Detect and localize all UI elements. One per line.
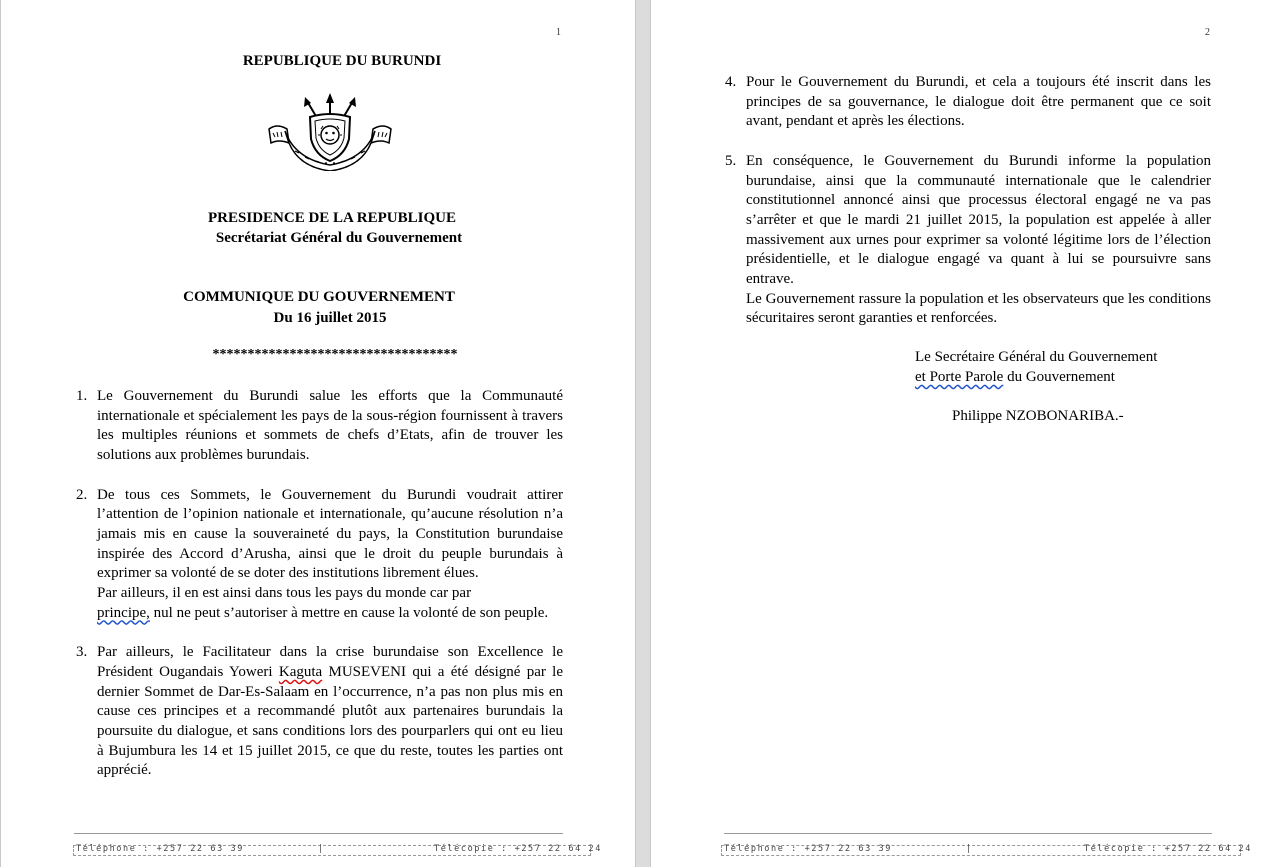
item-number: 5.	[725, 152, 737, 169]
footer-fax: Télécopie : +257 22 64 24	[434, 844, 602, 854]
numbered-list	[725, 73, 1211, 349]
numbered-list	[76, 387, 563, 801]
item-text: En conséquence, le Gouvernement du Burundi informe la population burundaise, ainsi que la communauté internationale que le calendrier constitutionnel annoncé ainsi que processus électoral engagé ne va pas s’arrêter et que le mardi 21 juillet 2015, la population est appelée à aller massivement aux urnes pour exprimer sa volonté légitime lors de l’élection présidentielle, et le dialogue engagé va quant à lui se poursuivre sans entrave.	[746, 152, 1211, 288]
footer-separator: |	[318, 844, 325, 854]
communique-title: COMMUNIQUE DU GOUVERNEMENT	[183, 289, 455, 305]
footer-divider	[74, 833, 563, 834]
grammar-flag: principe,	[97, 604, 150, 621]
footer-fax: Télécopie : +257 22 64 24	[1084, 844, 1252, 854]
spellcheck-flag: Kaguta	[278, 663, 323, 680]
item-text: Pour le Gouvernement du Burundi, et cela a toujours été inscrit dans les principes de sa gouvernance, le dialogue doit être permanent que ce soit avant, pendant et après les élections.	[746, 74, 1211, 130]
signature-title-line1: Le Secrétaire Général du Gouvernement	[915, 349, 1158, 365]
item-text-continued: Le Gouvernement rassure la population et les observateurs que les conditions sécuritaires seront garanties et renforcées.	[746, 290, 1211, 327]
item-text-continued: Par ailleurs, il en est ainsi dans tous les pays du monde car par principe, nul ne peut s’autoriser à mettre en cause la volonté de son peuple.	[97, 585, 549, 621]
signature-name: Philippe NZOBONARIBA.-	[952, 408, 1124, 424]
item-number: 4.	[725, 74, 737, 90]
presidence-heading: PRESIDENCE DE LA REPUBLIQUE	[208, 210, 456, 226]
burundi-coat-of-arms-emblem	[265, 93, 395, 171]
separator-asterisks: ***********************************	[212, 347, 458, 362]
signature-title-line2: et Porte Parole du Gouvernement	[915, 369, 1115, 385]
page-number: 2	[1205, 27, 1210, 38]
communique-date: Du 16 juillet 2015	[273, 310, 387, 326]
item-number: 2.	[76, 486, 88, 503]
document-page-1[interactable]	[0, 0, 636, 867]
footer-contact	[721, 844, 1252, 856]
footer-phone: Téléphone : +257 22 63 39	[724, 844, 892, 854]
document-page-2[interactable]	[650, 0, 1287, 867]
footer-phone: Téléphone : +257 22 63 39	[76, 844, 244, 854]
item-number: 3.	[76, 644, 88, 661]
item-number: 1.	[76, 388, 88, 404]
list-item	[76, 643, 563, 781]
footer-divider	[724, 833, 1212, 834]
page-number: 1	[556, 27, 561, 38]
grammar-flag: et Porte Parole	[915, 369, 1004, 385]
republic-heading: REPUBLIQUE DU BURUNDI	[242, 53, 442, 69]
secretariat-heading: Secrétariat Général du Gouvernement	[215, 230, 463, 246]
item-text: De tous ces Sommets, le Gouvernement du Burundi voudrait attirer l’attention de l’opinion nationale et internationale, qu’aucune résolution n’a jamais mis en cause la souveraineté du pays, la Constitution burundaise inspirée des Accord d’Arusha, ainsi que le droit du peuple burundais à exprimer sa volonté de se doter des institutions librement élues.	[97, 486, 563, 582]
list-item	[725, 152, 1211, 329]
list-item	[76, 387, 563, 466]
footer-separator: |	[966, 844, 973, 854]
list-item	[76, 486, 563, 624]
list-item	[725, 73, 1211, 132]
item-text: Par ailleurs, le Facilitateur dans la crise burundaise son Excellence le Président Ougandais Yoweri Kaguta MUSEVENI qui a été désigné par le dernier Sommet de Dar-Es-Salaam en l’occurrence, n’a pas non plus mis en cause ces principes et a recommandé plutôt aux partenaires burundais la poursuite du dialogue, et sans conditions lors des pourparlers qui ont eu lieu à Bujumbura les 14 et 15 juillet 2015, ce que du reste, toutes les parties ont apprécié.	[97, 644, 564, 779]
item-text: Le Gouvernement du Burundi salue les efforts que la Communauté internationale et spécialement les pays de la sous-région fournissent à travers les multiples réunions et sommets de chefs d’Etats, afin de trouver les solutions aux problèmes burundais.	[97, 388, 563, 464]
footer-contact	[73, 844, 602, 856]
